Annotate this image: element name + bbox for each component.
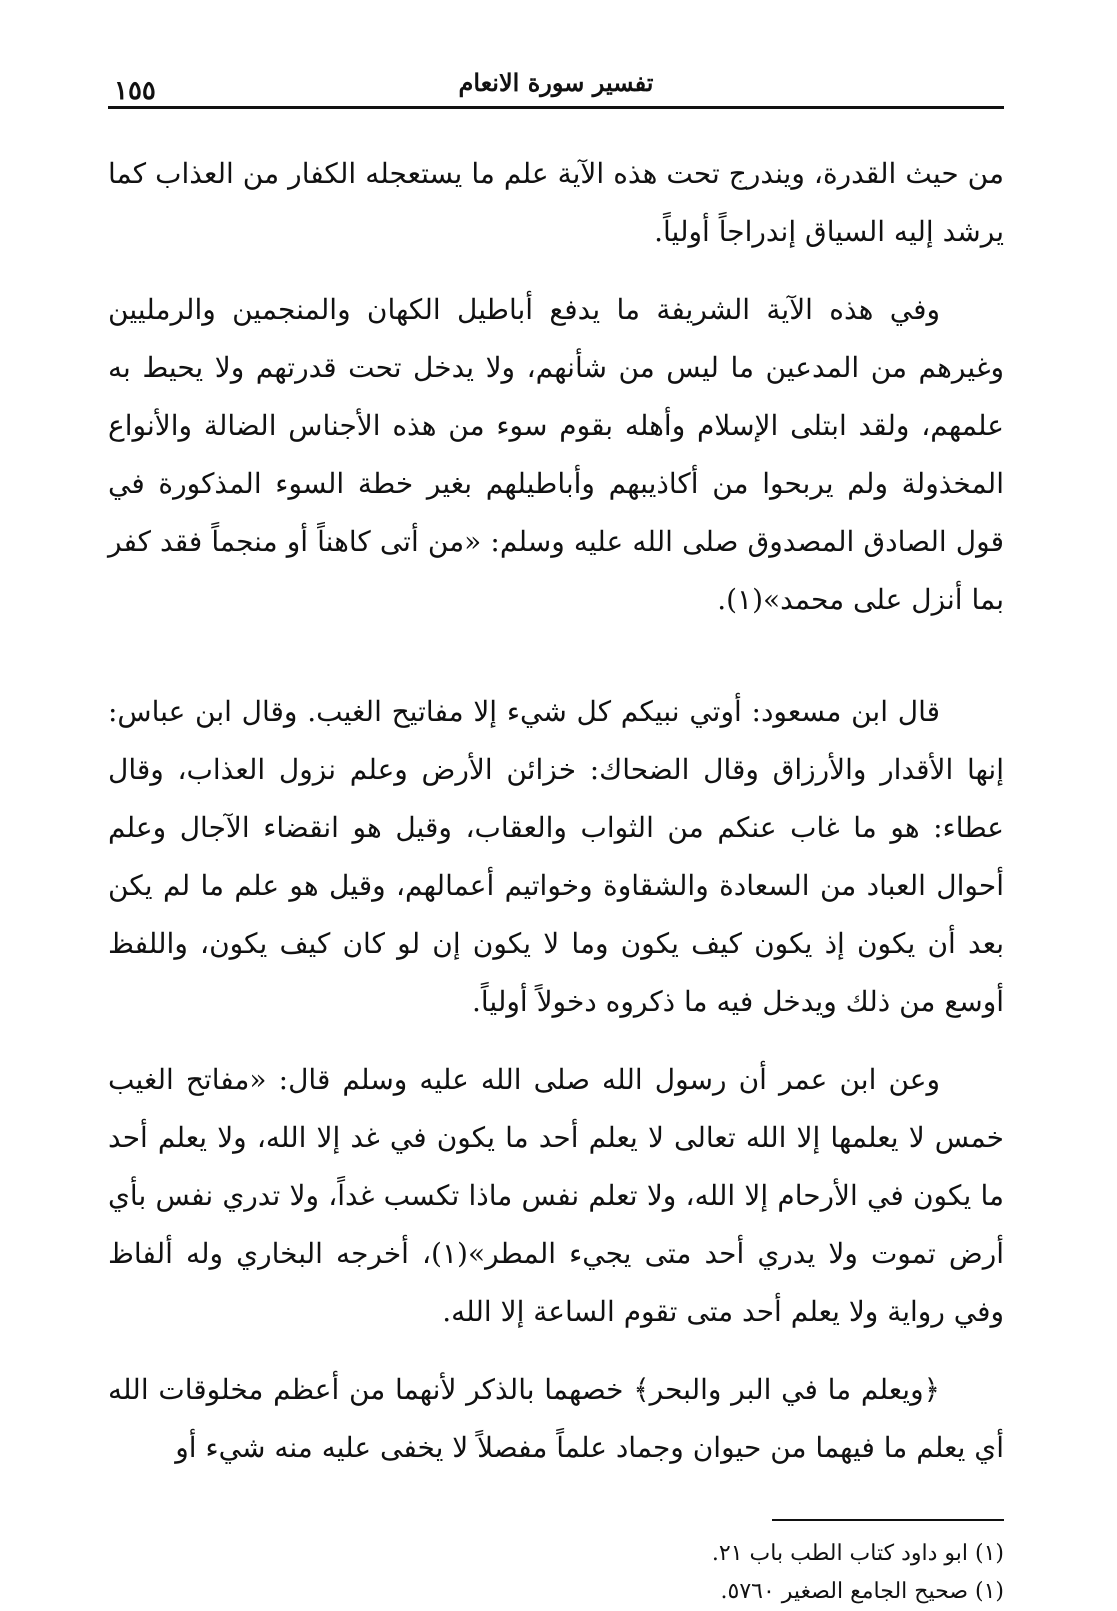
page-number: ١٥٥ [114, 76, 156, 106]
footnote-1: (١) ابو داود كتاب الطب باب ٢١. [711, 1541, 1004, 1566]
footnote-2: (١) صحيح الجامع الصغير ٥٧٦٠. [720, 1579, 1004, 1604]
page-header [108, 62, 1004, 106]
paragraph-4: وعن ابن عمر أن رسول الله صلى الله عليه وسلم قال: «مفاتح الغيب خمس لا يعلمها إلا الله تعالى لا يعلم أحد ما يكون في غد إلا الله، ولا يعلم أحد ما يكون في الأرحام إلا الله، ولا تعلم نفس ماذا تكسب غداً، ولا تدري نفس بأي أرض تموت ولا يدري أحد متى يجيء المطر»(١)، أخرجه البخاري وله ألفاظ وفي رواية ولا يعلم أحد متى تقوم الساعة إلا الله. [108, 1063, 1005, 1328]
body-text [108, 145, 1004, 1477]
footnotes [108, 1535, 1004, 1611]
paragraph-1: من حيث القدرة، ويندرج تحت هذه الآية علم ما يستعجله الكفار من العذاب كما يرشد إليه السياق إندراجاً أولياً. [108, 157, 1004, 248]
running-title: تفسير سورة الانعام [458, 68, 654, 97]
footnote-rule [772, 1519, 1004, 1521]
document-page [108, 62, 1004, 1611]
header-rule [108, 106, 1004, 109]
paragraph-5: ﴿ويعلم ما في البر والبحر﴾ خصهما بالذكر لأنهما من أعظم مخلوقات الله أي يعلم ما فيهما من حيوان وجماد علماً مفصلاً لا يخفى عليه منه شيء أو [108, 1373, 1004, 1464]
paragraph-2: وفي هذه الآية الشريفة ما يدفع أباطيل الكهان والمنجمين والرمليين وغيرهم من المدعين ما ليس من شأنهم، ولا يدخل تحت قدرتهم ولا يحيط به علمهم، ولقد ابتلى الإسلام وأهله بقوم سوء من هذه الأجناس الضالة والأنواع المخذولة ولم يربحوا من أكاذيبهم وأباطيلهم بغير خطة السوء المذكورة في قول الصادق المصدوق صلى الله عليه وسلم: «من أتى كاهناً أو منجماً فقد كفر بما أنزل على محمد»(١). [108, 293, 1004, 616]
paragraph-3: قال ابن مسعود: أوتي نبيكم كل شيء إلا مفاتيح الغيب. وقال ابن عباس: إنها الأقدار والأرزاق وقال الضحاك: خزائن الأرض وعلم نزول العذاب، وقال عطاء: هو ما غاب عنكم من الثواب والعقاب، وقيل هو انقضاء الآجال وعلم أحوال العباد من السعادة والشقاوة وخواتيم أعمالهم، وقيل هو علم ما لم يكن بعد أن يكون إذ يكون كيف يكون وما لا يكون إن لو كان كيف يكون، واللفظ أوسع من ذلك ويدخل فيه ما ذكروه دخولاً أولياً. [108, 695, 1004, 1018]
